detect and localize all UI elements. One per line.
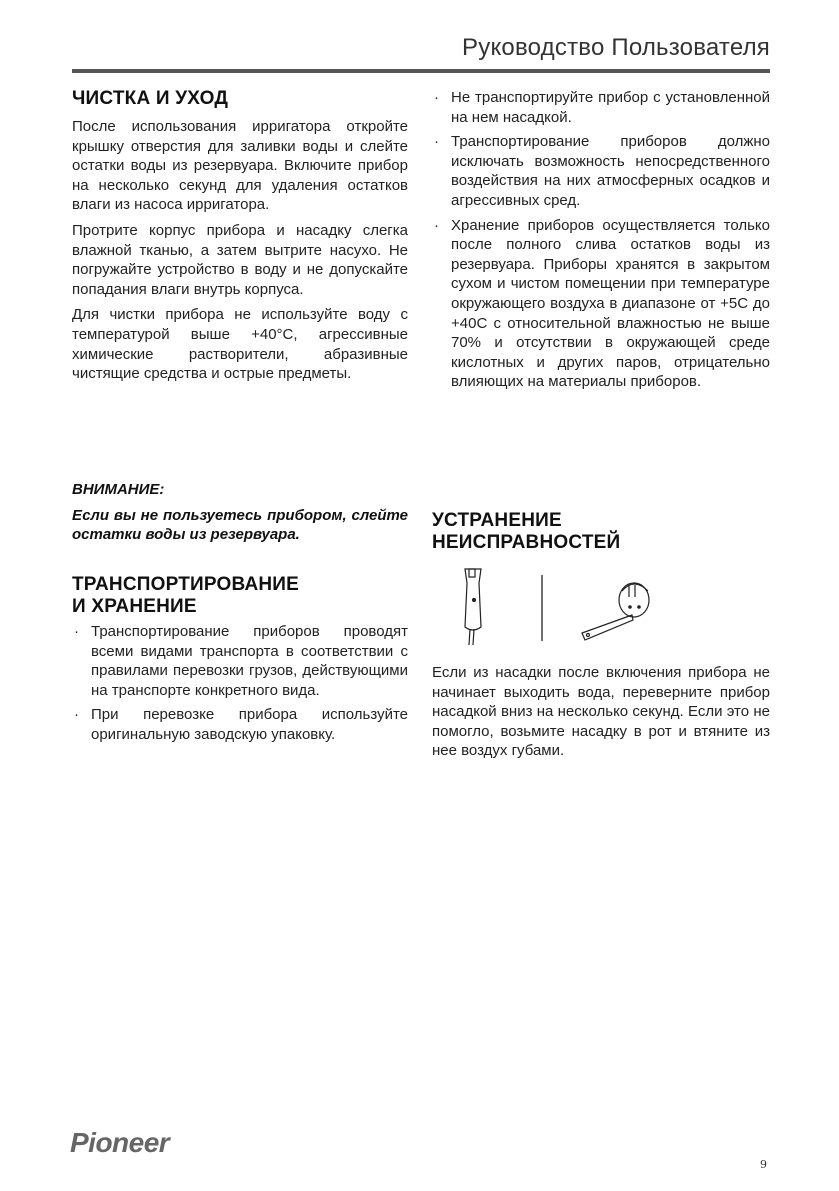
cleaning-heading: ЧИСТКА И УХОД [72,88,229,109]
list-item: · Транспортирование приборов проводят всеми видами транспорта в соответствии с правилами перевозки грузов, действующими на транспорте конкретного вида. [72,622,408,700]
cleaning-paragraph: Для чистки прибора не используйте воду с температурой выше +40°С, агрессивные химические растворители, абразивные чистящие средства и острые предметы. [72,306,408,383]
list-item: · Транспортирование приборов должно исключать возможность непосредственного воздействия на них атмосферных осадков и агрессивных сред. [432,132,770,210]
header-rule [72,69,770,73]
page-number: 9 [760,1158,767,1171]
transport-heading-2: И ХРАНЕНИЕ [72,596,197,617]
brand-logo: Pioneer [70,1127,170,1158]
transport-section [72,574,408,750]
list-item: · Хранение приборов осуществляется только после полного слива остатков воды из резервуара. Приборы хранятся в закрытом сухом и чистом помещении при температуре окружающего воздуха в диапазоне от +5С до +40С с относительной влажностью не выше 70% и отсутствии в окружающей среде кислотных и других паров, отрицательно влияющих на материалы приборов. [432,216,770,392]
list-item: · Не транспортируйте прибор с установленной на нем насадкой. [432,88,770,127]
troubleshooting-section [432,663,770,761]
cleaning-paragraph: Протрите корпус прибора и насадку слегка влажной тканью, а затем вытрите насухо. Не погружайте устройство в воду и не допускайте попадания влаги внутрь корпуса. [72,221,408,298]
cleaning-paragraph: После использования ирригатора откройте крышку отверстия для заливки воды и слейте остатки воды из резервуара. Включите прибор на несколько секунд для удаления остатков влаги из насоса ирригатора. [72,118,408,214]
troubleshooting-text: Если из насадки после включения прибора не начинает выходить вода, переверните прибор насадкой вниз на несколько секунд. Если это не помогло, возьмите насадку в рот и втяните из нее воздух губами. [432,664,770,760]
irrigator-icon [465,569,481,645]
warning-title: ВНИМАНИЕ: [72,481,165,498]
cleaning-section [72,88,408,384]
header-title: Руководство Пользователя [462,34,770,61]
troubleshooting-illustration [432,563,672,645]
transport-heading: ТРАНСПОРТИРОВАНИЕ [72,574,300,595]
troubleshooting-heading: УСТРАНЕНИЕ [432,510,562,531]
warning-text: Если вы не пользуетесь прибором, слейте остатки воды из резервуара. [72,506,408,544]
transport-continued [432,88,770,397]
warning-block [72,480,408,545]
list-item: · При перевозке прибора используйте оригинальную заводскую упаковку. [72,705,408,744]
troubleshooting-heading-block [432,510,770,554]
face-with-nozzle-icon [582,583,649,640]
troubleshooting-heading-2: НЕИСПРАВНОСТЕЙ [432,532,621,553]
